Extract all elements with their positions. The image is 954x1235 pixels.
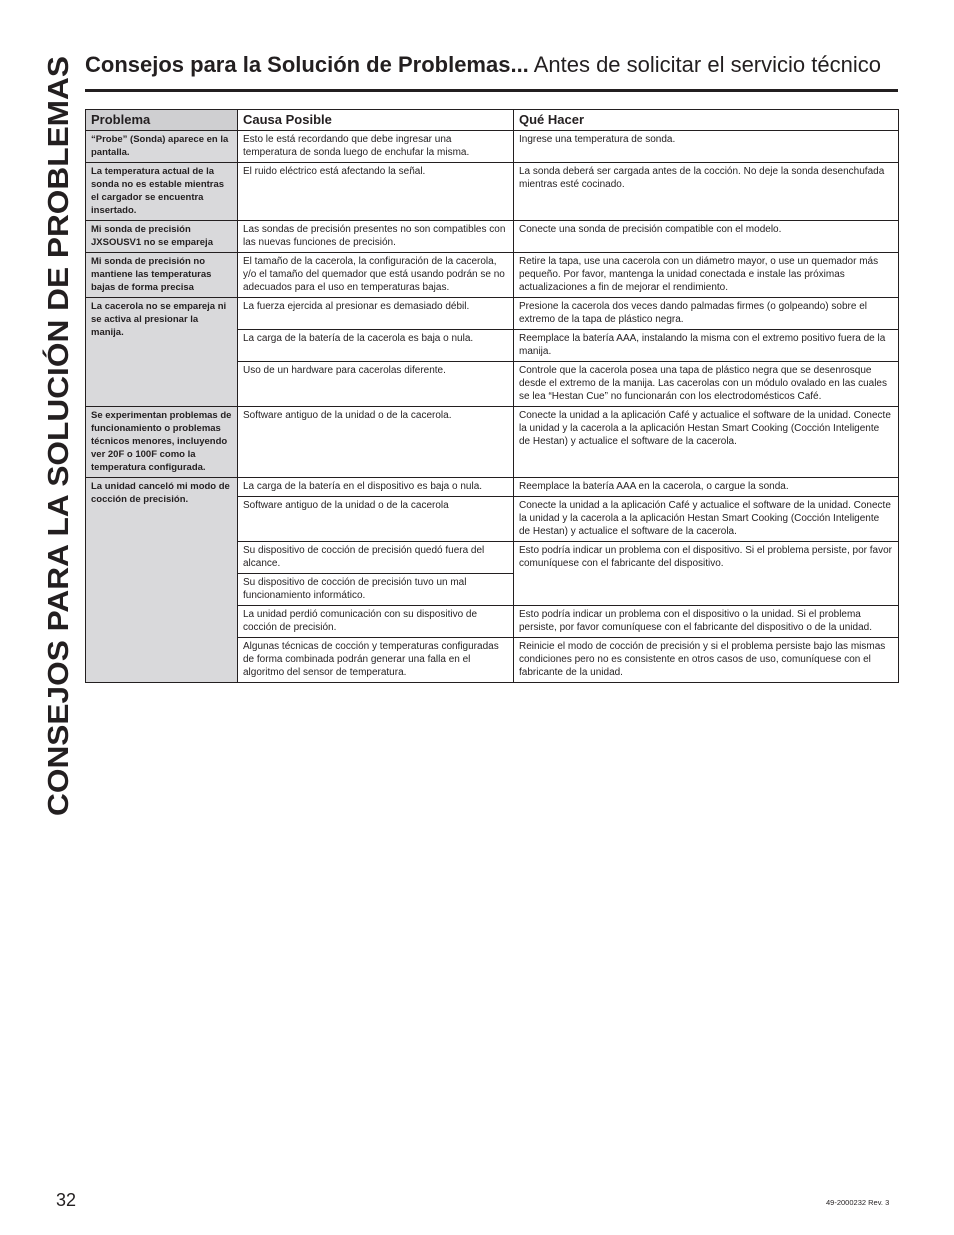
action-cell: Conecte la unidad a la aplicación Café y actualice el software de la unidad. Conecte la unidad y la cacerola a la aplicación Hestan Smart Cooking (Cocción Inteligente de Hestan) y actualice el software de la cacerola.: [514, 497, 899, 542]
cause-cell: La carga de la batería en el dispositivo es baja o nula.: [238, 478, 514, 497]
table-row: [86, 221, 899, 253]
page-title: [85, 50, 900, 80]
troubleshooting-table: [85, 109, 899, 683]
action-cell: Esto podría indicar un problema con el dispositivo. Si el problema persiste, por favor comuníquese con el fabricante del dispositivo.: [514, 542, 899, 606]
side-title: [0, 0, 80, 860]
table-row: [86, 478, 899, 497]
action-cell: La sonda deberá ser cargada antes de la cocción. No deje la sonda desenchufada mientras esté cocinado.: [514, 163, 899, 221]
action-cell: Reinicie el modo de cocción de precisión y si el problema persiste bajo las mismas condiciones pero no es consistente en otros casos de uso, comuníquese con el fabricante de la unidad.: [514, 638, 899, 683]
cause-cell: Esto le está recordando que debe ingresar una temperatura de sonda luego de enchufar la misma.: [238, 131, 514, 163]
action-cell: Controle que la cacerola posea una tapa de plástico negra que se desenrosque desde el extremo de la manija. Las cacerolas con un módulo ovalado en las cuales se lea “Hestan Cue” no funcionarán con los electrodomésticos Café.: [514, 362, 899, 407]
problem-cell: La temperatura actual de la sonda no es estable mientras el cargador se encuentra insertado.: [86, 163, 238, 221]
cause-cell: Software antiguo de la unidad o de la cacerola: [238, 497, 514, 542]
cause-cell: La carga de la batería de la cacerola es baja o nula.: [238, 330, 514, 362]
page-title-subtitle: Antes de solicitar el servicio técnico: [528, 52, 881, 77]
cause-cell: El tamaño de la cacerola, la configuración de la cacerola, y/o el tamaño del quemador que está usando podrán se no adecuados para el uso en temperaturas bajas.: [238, 253, 514, 298]
cause-cell: Su dispositivo de cocción de precisión quedó fuera del alcance.: [238, 542, 514, 574]
table-row: [86, 163, 899, 221]
cause-cell: Uso de un hardware para cacerolas diferente.: [238, 362, 514, 407]
page-title-bold: Consejos para la Solución de Problemas...: [85, 52, 529, 77]
side-title-text: CONSEJOS PARA LA SOLUCIÓN DE PROBLEMAS: [43, 119, 75, 816]
action-cell: Reemplace la batería AAA en la cacerola, o cargue la sonda.: [514, 478, 899, 497]
table-row: [86, 253, 899, 298]
action-cell: Reemplace la batería AAA, instalando la misma con el extremo positivo fuera de la manija.: [514, 330, 899, 362]
column-header-problema: Problema: [86, 110, 238, 131]
action-cell: Conecte una sonda de precisión compatible con el modelo.: [514, 221, 899, 253]
column-header-causa: Causa Posible: [238, 110, 514, 131]
action-cell: Esto podría indicar un problema con el dispositivo o la unidad. Si el problema persiste, por favor comuníquese con el fabricante del dispositivo o de la unidad.: [514, 606, 899, 638]
table-row: [86, 298, 899, 330]
problem-cell: Mi sonda de precisión no mantiene las temperaturas bajas de forma precisa: [86, 253, 238, 298]
action-cell: Retire la tapa, use una cacerola con un diámetro mayor, o use un quemador más pequeño. Por favor, mantenga la unidad conectada e instale las próximas actualizaciones a fin de mejorar el rendimiento.: [514, 253, 899, 298]
table-row: [86, 407, 899, 478]
problem-cell: La cacerola no se empareja ni se activa al presionar la manija.: [86, 298, 238, 407]
problem-cell: “Probe” (Sonda) aparece en la pantalla.: [86, 131, 238, 163]
cause-cell: Software antiguo de la unidad o de la cacerola.: [238, 407, 514, 478]
cause-cell: La fuerza ejercida al presionar es demasiado débil.: [238, 298, 514, 330]
action-cell: Ingrese una temperatura de sonda.: [514, 131, 899, 163]
header-rule: [85, 89, 898, 92]
problem-cell: Mi sonda de precisión JXSOUSV1 no se empareja: [86, 221, 238, 253]
column-header-que-hacer: Qué Hacer: [514, 110, 899, 131]
problem-cell: La unidad canceló mi modo de cocción de precisión.: [86, 478, 238, 683]
cause-cell: Las sondas de precisión presentes no son compatibles con las nuevas funciones de precisión.: [238, 221, 514, 253]
action-cell: Presione la cacerola dos veces dando palmadas firmes (o golpeando) sobre el extremo de la tapa de plástico negra.: [514, 298, 899, 330]
cause-cell: La unidad perdió comunicación con su dispositivo de cocción de precisión.: [238, 606, 514, 638]
page-number: 32: [56, 1190, 77, 1210]
table-row: [86, 131, 899, 163]
problem-cell: Se experimentan problemas de funcionamiento o problemas técnicos menores, incluyendo ver 20F o 100F como la temperatura configurada.: [86, 407, 238, 478]
action-cell: Conecte la unidad a la aplicación Café y actualice el software de la unidad. Conecte la unidad y la cacerola a la aplicación Hestan Smart Cooking (Cocción Inteligente de Hestan) y actualice el software de la cacerola.: [514, 407, 899, 478]
cause-cell: El ruido eléctrico está afectando la señal.: [238, 163, 514, 221]
table-header-row: [86, 110, 899, 131]
document-number: 49-2000232 Rev. 3: [826, 1198, 890, 1207]
cause-cell: Algunas técnicas de cocción y temperaturas configuradas de forma combinada podrán generar una falla en el algoritmo del sensor de temperatura.: [238, 638, 514, 683]
cause-cell: Su dispositivo de cocción de precisión tuvo un mal funcionamiento informático.: [238, 574, 514, 606]
